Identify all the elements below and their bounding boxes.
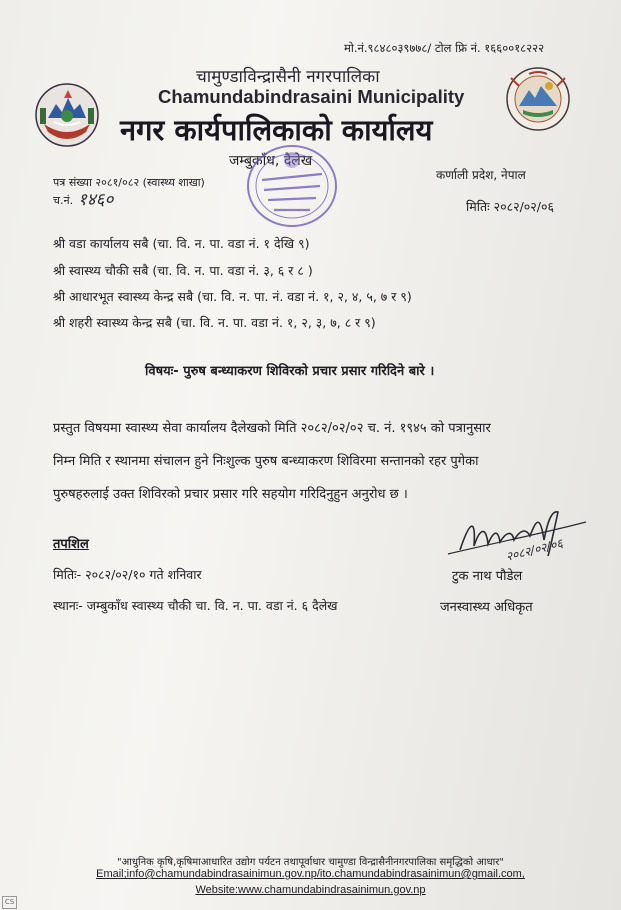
signature-date: २०८२/०२/०६ xyxy=(504,536,565,564)
province-line: कर्णाली प्रदेश, नेपाल xyxy=(436,168,526,182)
letter-subject: विषयः- पुरुष बन्ध्याकरण शिविरको प्रचार प्रसार गरिदिने बारे । xyxy=(145,364,435,379)
contact-line: मो.नं.९८४८०३९७७८/ टोल फ्रि नं. १६६००१८२२२ xyxy=(344,41,545,55)
footer-website: Website:www.chamundabindrasainimun.gov.np xyxy=(195,884,426,896)
office-title: नगर कार्यपालिकाको कार्यालय xyxy=(120,113,433,147)
details-date: मितिः- २०८२/०२/१० गते शनिवार xyxy=(53,567,202,582)
recipient-3: श्री आधारभूत स्वास्थ्य केन्द्र सबै (चा. वि. न. पा. नं. वडा नं. १, २, ४, ५, ७ र ९) xyxy=(53,289,412,304)
details-place: स्थानः- जम्बुकाँध स्वास्थ्य चौकी चा. वि. न. पा. वडा नं. ६ दैलेख xyxy=(53,598,338,613)
body-line-3: पुरुषहरुलाई उक्त शिविरको प्रचार प्रसार गरि सहयोग गरिदिनुहुन अनुरोध छ । xyxy=(53,487,408,502)
municipality-logo-icon xyxy=(505,66,571,132)
letter-date: मितिः २०८२/०२/०६ xyxy=(466,199,554,214)
signatory-title: जनस्वास्थ्य अधिकृत xyxy=(440,600,533,615)
dispatch-number: १४६० xyxy=(78,190,114,210)
dispatch-label: च.नं. xyxy=(53,194,74,207)
nepal-emblem-icon xyxy=(34,82,100,148)
letter-number: पत्र संख्या २०८१/०८२ (स्वास्थ्य शाखा) xyxy=(53,176,205,189)
signatory-name: टुक नाथ पौडेल xyxy=(452,569,523,584)
body-line-1: प्रस्तुत विषयमा स्वास्थ्य सेवा कार्यालय दैलेखको मिति २०८२/०२/०२ च. नं. १९४५ को पत्रानुसार xyxy=(53,421,491,436)
municipality-name-english: Chamundabindrasaini Municipality xyxy=(158,86,465,107)
office-location: जम्बुकाँध, दैलेख xyxy=(229,153,313,169)
footer-slogan: "आधुनिक कृषि,कृषिमाआधारित उद्योग पर्यटन तथापूर्वाधार चामुण्डा विन्द्रासैनीनगरपालिका समृद्धिको आधार" xyxy=(117,857,504,868)
office-stamp-icon xyxy=(242,140,342,232)
recipient-1: श्री वडा कार्यालय सबै (चा. वि. न. पा. वडा नं. १ देखि ९) xyxy=(53,236,310,251)
details-heading: तपशिल xyxy=(53,537,89,552)
scanner-badge: CS xyxy=(2,896,17,909)
recipient-2: श्री स्वास्थ्य चौकी सबै (चा. वि. न. पा. वडा नं. ३, ६ र ८ ) xyxy=(53,263,313,278)
body-line-2: निम्न मिति र स्थानमा संचालन हुने निःशुल्क पुरुष बन्ध्याकरण शिविरमा सन्तानको रहर पुगेका xyxy=(53,454,479,469)
recipient-4: श्री शहरी स्वास्थ्य केन्द्र सबै (चा. वि. न. पा. वडा नं. १, २, ३, ७, ८ र ९) xyxy=(53,315,376,330)
municipality-name-nepali: चामुण्डाविन्द्रासैनी नगरपालिका xyxy=(196,67,380,87)
footer-email: Email;info@chamundabindrasainimun.gov.np/ito.chamundabindrasainimun@gmail.com, xyxy=(96,868,525,880)
